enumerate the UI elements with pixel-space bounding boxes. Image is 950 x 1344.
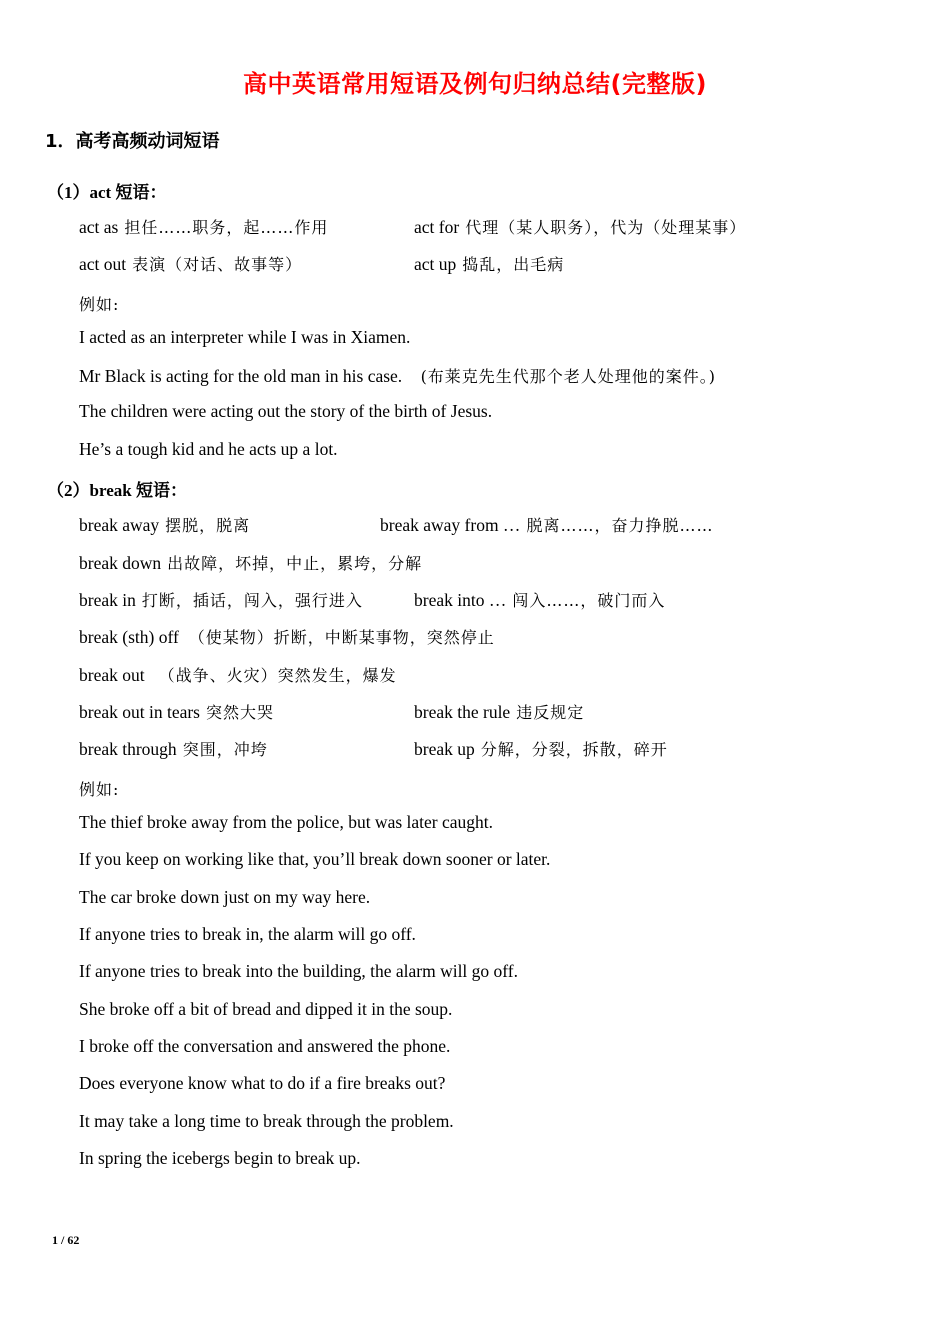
example-sentence: He’s a tough kid and he acts up a lot. <box>79 439 338 459</box>
phrase-zh: 分解，分裂，拆散，碎开 <box>480 740 668 759</box>
phrase-en: break out <box>79 665 145 685</box>
phrase-zh: 捣乱，出毛病 <box>462 255 565 274</box>
phrase-break-down <box>79 551 422 574</box>
phrase-en: break through <box>79 739 177 759</box>
phrase-zh: 脱离……，奋力挣脱…… <box>526 516 714 535</box>
phrase-en: act out <box>79 254 127 274</box>
example-sentence: The thief broke away from the police, but was later caught. <box>79 812 494 832</box>
phrase-zh: 担任……职务，起……作用 <box>124 218 329 237</box>
phrase-break-the-rule <box>414 700 584 723</box>
phrase-break-away <box>79 513 250 536</box>
phrase-zh: 代理（某人职务），代为（处理某事） <box>465 218 747 237</box>
phrase-en: break away from … <box>380 515 521 535</box>
phrase-zh: 表演（对话、故事等） <box>132 255 303 274</box>
phrase-break-up <box>414 737 668 760</box>
phrase-en: break the rule <box>414 702 511 722</box>
phrase-break-away-from <box>380 513 713 536</box>
phrase-en: break up <box>414 739 475 759</box>
phrase-break-out-in-tears <box>79 700 274 723</box>
phrase-zh: 摆脱，脱离 <box>165 516 251 535</box>
example-sentence: If you keep on working like that, you’ll break down sooner or later. <box>79 849 551 869</box>
example-sentence: Does everyone know what to do if a fire breaks out? <box>79 1073 446 1093</box>
phrase-zh: 突围，冲垮 <box>182 740 268 759</box>
phrase-en: break down <box>79 553 162 573</box>
phrase-break-off <box>79 625 495 648</box>
example-sentence: It may take a long time to break through the problem. <box>79 1111 454 1131</box>
phrase-en: break away <box>79 515 160 535</box>
example-label: 例如: <box>79 780 120 799</box>
break-heading: （2）break 短语： <box>47 481 187 500</box>
phrase-zh: （使某物）折断，中断某事物，突然停止 <box>188 628 495 647</box>
example-sentence <box>79 364 716 387</box>
phrase-en: act up <box>414 254 457 274</box>
phrase-act-for <box>414 215 746 238</box>
example-sentence: The children were acting out the story of the birth of Jesus. <box>79 401 493 421</box>
phrase-zh: 突然大哭 <box>206 703 275 722</box>
phrase-act-up <box>414 252 564 275</box>
example-sentence: The car broke down just on my way here. <box>79 887 371 907</box>
phrase-en: break in <box>79 590 136 610</box>
phrase-act-as <box>79 215 328 238</box>
example-sentence: I acted as an interpreter while I was in Xiamen. <box>79 327 411 347</box>
phrase-en: act for <box>414 217 460 237</box>
example-translation: (布莱克先生代那个老人处理他的案件。) <box>420 367 717 386</box>
phrase-en: break into … <box>414 590 507 610</box>
phrase-zh: （战争、火灾）突然发生，爆发 <box>158 666 397 685</box>
phrase-break-in <box>79 588 363 611</box>
phrase-zh: 闯入……，破门而入 <box>512 591 666 610</box>
phrase-break-out <box>79 663 397 686</box>
phrase-break-into <box>414 588 665 611</box>
act-heading: （1）act 短语： <box>47 183 167 202</box>
page-number: 1 / 62 <box>52 1233 80 1247</box>
document-title: 高中英语常用短语及例句归纳总结(完整版) <box>243 70 707 98</box>
example-text: Mr Black is acting for the old man in his case. <box>79 366 403 386</box>
phrase-zh: 出故障，坏掉，中止，累垮，分解 <box>167 554 423 573</box>
phrase-en: break (sth) off <box>79 627 179 647</box>
phrase-break-through <box>79 737 268 760</box>
phrase-en: act as <box>79 217 119 237</box>
example-sentence: If anyone tries to break in, the alarm will go off. <box>79 924 416 944</box>
phrase-act-out <box>79 252 302 275</box>
example-sentence: I broke off the conversation and answered the phone. <box>79 1036 451 1056</box>
phrase-en: break out in tears <box>79 702 200 722</box>
phrase-zh: 违反规定 <box>516 703 585 722</box>
example-sentence: If anyone tries to break into the building, the alarm will go off. <box>79 961 519 981</box>
section-heading: 1．高考高频动词短语 <box>45 131 220 152</box>
phrase-zh: 打断，插话，闯入，强行进入 <box>141 591 363 610</box>
example-sentence: She broke off a bit of bread and dipped it in the soup. <box>79 999 453 1019</box>
example-sentence: In spring the icebergs begin to break up. <box>79 1148 361 1168</box>
example-label: 例如: <box>79 295 120 314</box>
